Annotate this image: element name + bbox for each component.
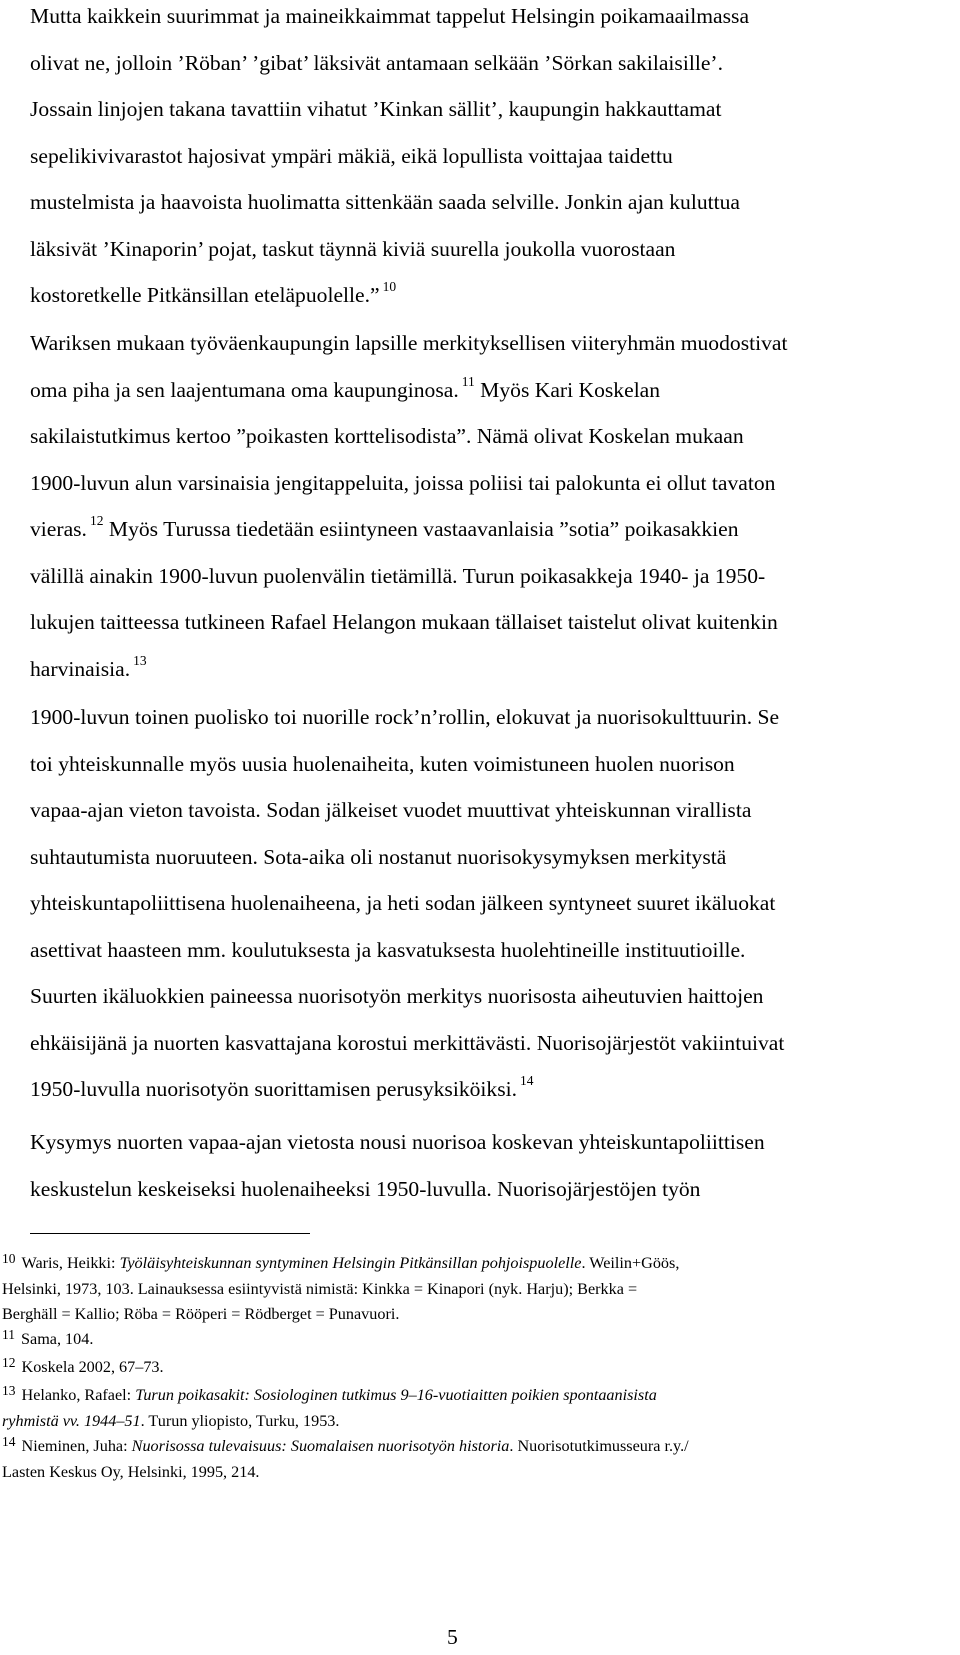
text-line: suhtautumista nuoruuteen. Sota-aika oli nostanut nuorisokysymyksen merkitystä (30, 844, 727, 869)
text-line: mustelmista ja haavoista huolimatta sittenkään saada selville. Jonkin ajan kuluttua (30, 190, 741, 214)
text-line: Jossain linjojen takana tavattiin vihatut ’Kinkan sällit’, kaupungin hakkauttamat (30, 97, 722, 121)
footnote-text: . Turun yliopisto, Turku, 1953. (140, 1411, 340, 1430)
text-line-with-ref (30, 506, 920, 553)
footnote-title: Turun poikasakit: Sosiologinen tutkimus 9–16-vuotiaitten poikien spontaanisista (135, 1386, 657, 1404)
paragraph-1 (30, 0, 920, 319)
text-line: Mutta kaikkein suurimmat ja maineikkaimmat tappelut Helsingin poikamaailmassa (30, 4, 750, 28)
footnote-line (2, 1251, 920, 1277)
text-line: keskustelun keskeiseksi huolenaiheeksi 1950-luvulla. Nuorisojärjestöjen työn (30, 1176, 701, 1201)
text-line: 1900-luvun toinen puolisko toi nuorille rock’n’rollin, elokuvat ja nuorisokulttuurin. Se (30, 705, 780, 729)
footnote-12 (2, 1355, 920, 1381)
text-line: yhteiskuntapoliittisena huolenaiheena, ja heti sodan jälkeen syntyneet suuret ikäluokat (30, 891, 776, 915)
footnote-ref-13[interactable]: 13 (133, 652, 147, 668)
footnote-14 (2, 1434, 920, 1485)
footnote-author: Nieminen, Juha: (21, 1437, 132, 1455)
paragraph-3 (30, 694, 920, 1113)
text-line: sepelikivivarastot hajosivat ympäri mäkiä, eikä lopullista voittajaa taidettu (30, 143, 673, 168)
footnote-number: 14 (2, 1434, 16, 1449)
footnote-line: Helsinki, 1973, 103. Lainauksessa esiintyvistä nimistä: Kinkka = Kinapori (nyk. Harju); Berkka = (2, 1279, 638, 1298)
footnote-line (2, 1383, 920, 1409)
footnote-title: ryhmistä vv. 1944–51 (2, 1411, 141, 1430)
footnote-line (2, 1434, 920, 1460)
text-line: toi yhteiskunnalle myös uusia huolenaiheita, kuten voimistuneen huolen nuorison (30, 751, 735, 776)
footnote-text: . Weilin+Göös, (581, 1254, 680, 1272)
page-number: 5 (447, 1625, 458, 1649)
text-line: välillä ainakin 1900-luvun puolenvälin tietämillä. Turun poikasakkeja 1940- ja 1950- (30, 563, 766, 588)
footnote-line: Berghäll = Kallio; Röba = Rööperi = Rödberget = Punavuori. (2, 1305, 400, 1323)
text-line-with-ref (30, 367, 920, 414)
footnote-ref-12[interactable]: 12 (89, 513, 104, 528)
paragraph-2 (30, 320, 920, 692)
footnote-text: . Nuorisotutkimusseura r.y./ (509, 1437, 689, 1455)
footnote-line (2, 1409, 920, 1435)
footnote-text: Koskela 2002, 67–73. (21, 1358, 164, 1376)
footnote-separator (30, 1233, 310, 1234)
footnote-text: Sama, 104. (21, 1330, 94, 1348)
footnote-number: 11 (2, 1327, 15, 1342)
text-line: olivat ne, jolloin ’Röban’ ’gibat’ läksivät antamaan selkään ’Sörkan sakilaisille’. (30, 50, 723, 75)
text-line-with-ref (30, 646, 920, 693)
text-line: sakilaistutkimus kertoo ”poikasten korttelisodista”. Nämä olivat Koskelan mukaan (30, 424, 744, 448)
footnote-number: 12 (2, 1355, 16, 1370)
footnote-author: Helanko, Rafael: (21, 1386, 136, 1404)
footnote-ref-14[interactable]: 14 (520, 1073, 534, 1088)
text-segment: oma piha ja sen laajentumana oma kaupunginosa. (30, 377, 459, 402)
text-segment: Myös Kari Koskelan (474, 377, 661, 402)
text-line-with-ref (30, 272, 920, 319)
footnote-author: Waris, Heikki: (21, 1254, 120, 1272)
footnote-ref-11[interactable]: 11 (461, 373, 475, 389)
footnote-13 (2, 1383, 920, 1434)
text-line: vapaa-ajan vieton tavoista. Sodan jälkeiset vuodet muuttivat yhteiskunnan virallista (30, 798, 752, 822)
footnote-11 (2, 1327, 920, 1353)
text-line: 1900-luvun alun varsinaisia jengitappeluita, joissa poliisi tai palokunta ei ollut tavaton (30, 470, 776, 495)
footnote-ref-10[interactable]: 10 (382, 279, 397, 294)
footnote-10 (2, 1251, 920, 1328)
paragraph-4 (30, 1119, 920, 1212)
text-line: Kysymys nuorten vapaa-ajan vietosta nousi nuorisoa koskevan yhteiskuntapoliittisen (30, 1130, 765, 1154)
text-line: lukujen taitteessa tutkineen Rafael Helangon mukaan tällaiset taistelut olivat kuitenkin (30, 610, 778, 634)
text-line: Wariksen mukaan työväenkaupungin lapsille merkityksellisen viiteryhmän muodostivat (30, 331, 788, 355)
footnote-number: 13 (2, 1383, 16, 1398)
text-segment: vieras. (30, 517, 87, 541)
footnote-number: 10 (2, 1251, 16, 1266)
text-line: läksivät ’Kinaporin’ pojat, taskut täynnä kiviä suurella joukolla vuorostaan (30, 236, 676, 261)
text-line: ehkäisijänä ja nuorten kasvattajana korostui merkittävästi. Nuorisojärjestöt vakiintuivat (30, 1030, 785, 1055)
text-line: Suurten ikäluokkien paineessa nuorisotyön merkitys nuorisosta aiheutuvien haittojen (30, 984, 764, 1008)
text-segment: Myös Turussa tiedetään esiintyneen vastaavanlaisia ”sotia” poikasakkien (103, 517, 739, 541)
text-line: kostoretkelle Pitkänsillan eteläpuolelle.” (30, 283, 380, 307)
footnote-title: Nuorisossa tulevaisuus: Suomalaisen nuorisotyön historia (131, 1437, 510, 1455)
text-segment: harvinaisia. (30, 656, 131, 681)
text-segment: 1950-luvulla nuorisotyön suorittamisen perusyksiköiksi. (30, 1077, 518, 1101)
text-line: asettivat haasteen mm. koulutuksesta ja kasvatuksesta huolehtineille instituutioille. (30, 937, 746, 962)
footnote-title: Työläisyhteiskunnan syntyminen Helsingin Pitkänsillan pohjoispuolelle (119, 1254, 582, 1272)
text-line-with-ref (30, 1066, 920, 1113)
footnote-line: Lasten Keskus Oy, Helsinki, 1995, 214. (2, 1462, 260, 1481)
